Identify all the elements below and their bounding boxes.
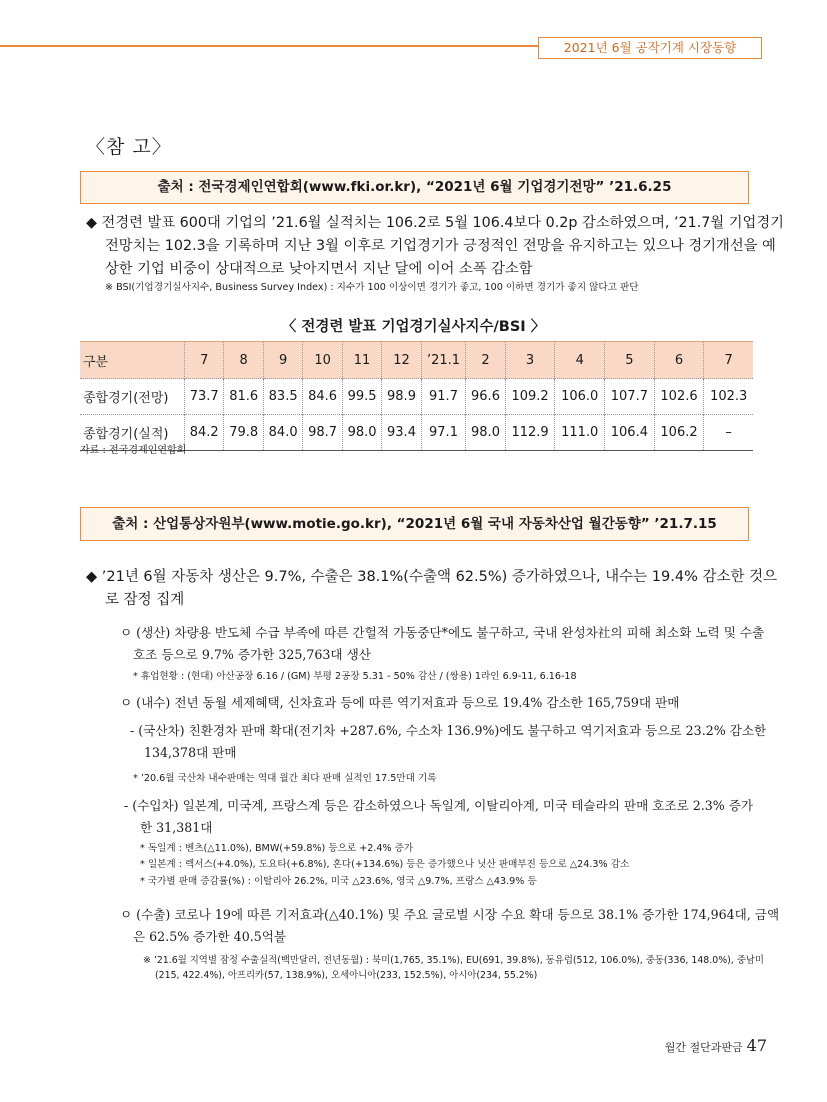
domestic-import-line2: 한 31,381대 [140,820,213,835]
table-cell: 106.0 [555,379,605,415]
table-header-cell: 9 [263,342,302,379]
table-header-cell: 3 [505,342,555,379]
import-note-germany: * 독일계 : 벤츠(△11.0%), BMW(+59.8%) 등으로 +2.4% 증가 [140,843,414,854]
export-note-line2: (215, 422.4%), 아프리카(57, 138.9%), 오세아니아(233, 152.5%), 아시아(234, 55.2%) [155,970,538,981]
table-cell: 91.7 [421,379,466,415]
table-cell: 83.5 [263,379,302,415]
table-cell: 99.5 [342,379,381,415]
source-box-fki: 출처 : 전국경제인연합회(www.fki.or.kr), “2021년 6월 기업경기전망” ’21.6.25 [80,171,749,204]
table-cell: 111.0 [555,415,605,451]
domestic-korean-note: * ’20.6월 국산차 내수판매는 역대 월간 최다 판매 실적인 17.5만대 기록 [133,773,437,784]
table-cell: 106.4 [605,415,655,451]
table-cell: 93.4 [382,415,421,451]
running-header: 2021년 6월 공작기계 시장동향 [538,37,762,59]
table-title: 〈 전경련 발표 기업경기실사지수/BSI 〉 [281,319,546,335]
reference-title: 〈참 고〉 [86,136,172,158]
table-cell: 107.7 [605,379,655,415]
table-cell: 98.9 [382,379,421,415]
table-cell: 112.9 [505,415,555,451]
bsi-bullet-line2: 전망치는 102.3을 기록하며 지난 3월 이후로 기업경기가 긍정적인 전망을 유지하고는 있으나 경기개선을 예 [105,238,776,254]
table-cell: 81.6 [224,379,263,415]
table-cell: 84.0 [263,415,302,451]
table-header-cell: 5 [605,342,655,379]
import-note-japan: * 일본계 : 렉서스(+4.0%), 도요타(+6.8%), 혼다(+134.6%) 등은 증가했으나 닛산 판매부진 등으로 △24.3% 감소 [140,859,630,870]
table-cell: – [704,415,753,451]
magazine-name: 월간 절단과판금 [664,1041,743,1054]
auto-bullet-line1: ◆ ’21년 6월 자동차 생산은 9.7%, 수출은 38.1%(수출액 62.5%) 증가하였으나, 내수는 19.4% 감소한 것으 [86,569,778,585]
table-header-cell: 11 [342,342,381,379]
table-cell: 98.0 [466,415,505,451]
export-note-line1: ※ ’21.6월 지역별 잠정 수출실적(백만달러, 전년동월) : 북미(1,765, 35.1%), EU(691, 39.8%), 동유럽(512, 106.0%), 중동(336, 148.0%), 중남미 [143,955,764,966]
table-row [80,379,753,415]
table-cell: 84.2 [185,415,224,451]
page-number: 47 [746,1036,767,1055]
production-line2: 호조 등으로 9.7% 증가한 325,763대 생산 [133,647,371,662]
table-header-cell: 10 [303,342,342,379]
header-rule [0,45,538,47]
bsi-bullet-line3: 상한 기업 비중이 상대적으로 낮아지면서 지난 달에 이어 소폭 감소함 [105,261,533,277]
table-cell: 98.0 [342,415,381,451]
table-header-cell: 7 [185,342,224,379]
table-header-cell: 8 [224,342,263,379]
import-note-country: * 국가별 판매 증감률(%) : 이탈리아 26.2%, 미국 △23.6%, 영국 △9.7%, 프랑스 △43.9% 등 [140,876,537,887]
table-header-row [80,342,753,379]
bsi-bullet-line1: ◆ 전경련 발표 600대 기업의 ’21.6월 실적치는 106.2로 5월 106.4보다 0.2p 감소하였으며, ’21.7월 기업경기 [86,215,784,231]
domestic-line: ㅇ (내수) 전년 동월 세제혜택, 신차효과 등에 따른 역기저효과 등으로 19.4% 감소한 165,759대 판매 [120,695,680,710]
table-cell: 109.2 [505,379,555,415]
table-header-cell: 4 [555,342,605,379]
auto-bullet-line2: 로 잠정 집계 [105,592,185,608]
domestic-korean-line1: - (국산차) 친환경차 판매 확대(전기차 +287.6%, 수소차 136.9%)에도 불구하고 역기저효과 등으로 23.2% 감소한 [130,723,767,738]
table-cell: 97.1 [421,415,466,451]
production-note: * 휴업현황 : (현대) 아산공장 6.16 / (GM) 부평 2공장 5.31 - 50% 감산 / (쌍용) 1라인 6.9-11, 6.16-18 [133,671,577,682]
source-box-motie: 출처 : 산업통상자원부(www.motie.go.kr), “2021년 6월 국내 자동차산업 월간동향” ’21.7.15 [80,507,749,541]
table-cell: 79.8 [224,415,263,451]
export-line2: 은 62.5% 증가한 40.5억불 [133,929,287,944]
table-header-cell: 7 [704,342,753,379]
table-cell: 96.6 [466,379,505,415]
table-cell: 73.7 [185,379,224,415]
table-header-cell: 12 [382,342,421,379]
table-cell: 106.2 [654,415,704,451]
domestic-import-line1: - (수입차) 일본계, 미국계, 프랑스계 등은 감소하였으나 독일계, 이탈리아계, 미국 테슬라의 판매 호조로 2.3% 증가 [124,798,754,813]
table-cell: 98.7 [303,415,342,451]
table-cell: 종합경기(실적) [80,415,185,451]
table-cell: 102.3 [704,379,753,415]
table-source: 자료 : 전국경제인연합회 [80,445,187,456]
table-header-cell: 구분 [80,342,185,379]
bsi-note: ※ BSI(기업경기실사지수, Business Survey Index) : 지수가 100 이상이면 경기가 좋고, 100 이하면 경기가 좋지 않다고 판단 [105,282,639,293]
table-cell: 종합경기(전망) [80,379,185,415]
table-header-cell: 6 [654,342,704,379]
page-footer [665,1036,767,1055]
table-header-cell: ’21.1 [421,342,466,379]
domestic-korean-line2: 134,378대 판매 [144,745,237,760]
production-line1: ㅇ (생산) 차량용 반도체 수급 부족에 따른 간헐적 가동중단*에도 불구하고, 국내 완성차社의 피해 최소화 노력 및 수출 [120,625,765,640]
export-line1: ㅇ (수출) 코로나 19에 따른 기저효과(△40.1%) 및 주요 글로벌 시장 수요 확대 등으로 38.1% 증가한 174,964대, 금액 [120,907,780,922]
bsi-table [80,341,753,451]
table-cell: 102.6 [654,379,704,415]
table-cell: 84.6 [303,379,342,415]
table-header-cell: 2 [466,342,505,379]
